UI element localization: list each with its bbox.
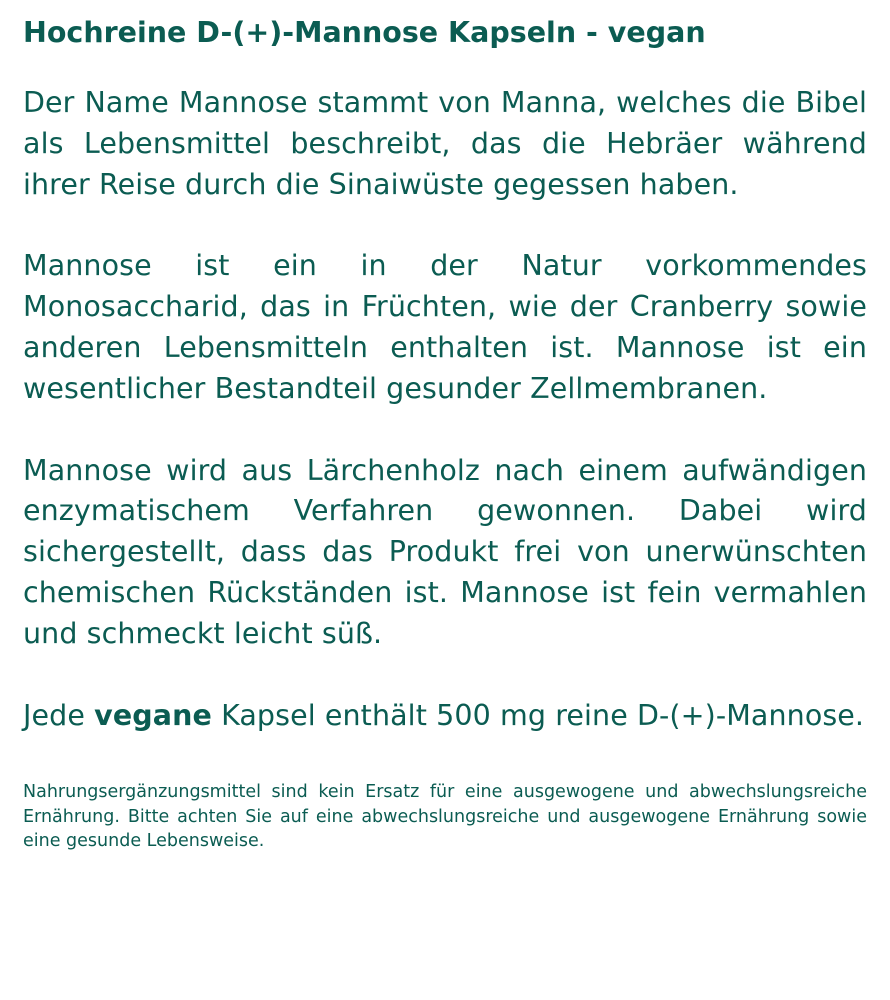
paragraph-name-origin: Der Name Mannose stammt von Manna, welches die Bibel als Lebensmittel beschreibt, das die Hebräer während ihrer Reise durch die Sinaiwüste gegessen haben. <box>23 86 867 201</box>
paragraph-monosaccharide: Mannose ist ein in der Natur vorkommendes Monosaccharid, das in Früchten, wie der Cranberry sowie anderen Lebensmitteln enthalten ist. Mannose ist ein wesentlicher Bestandteil gesunder Zellmembranen. <box>23 249 867 405</box>
document-title: Hochreine D-(+)-Mannose Kapseln - vegan <box>23 16 706 49</box>
capsule-text-after: Kapsel enthält 500 mg reine D-(+)-Mannose. <box>221 698 865 732</box>
vegan-emphasis: vegane <box>94 698 212 732</box>
paragraph-production: Mannose wird aus Lärchenholz nach einem aufwändigen enzymatischem Verfahren gewonnen. Dabei wird sichergestellt, dass das Produkt frei von unerwünschten chemischen Rückständen ist. Mannose ist fein vermahlen und schmeckt leicht süß. <box>23 453 867 650</box>
capsule-text-before: Jede <box>23 698 85 732</box>
footnote-disclaimer: Nahrungsergänzungsmittel sind kein Ersatz für eine ausgewogene und abwechslungsreiche Ernährung. Bitte achten Sie auf eine abwechslungsreiche und ausgewogene Ernährung sowie eine gesunde Lebensweise. <box>23 782 867 852</box>
paragraph-capsule-content <box>23 696 867 737</box>
document-page <box>23 14 867 854</box>
